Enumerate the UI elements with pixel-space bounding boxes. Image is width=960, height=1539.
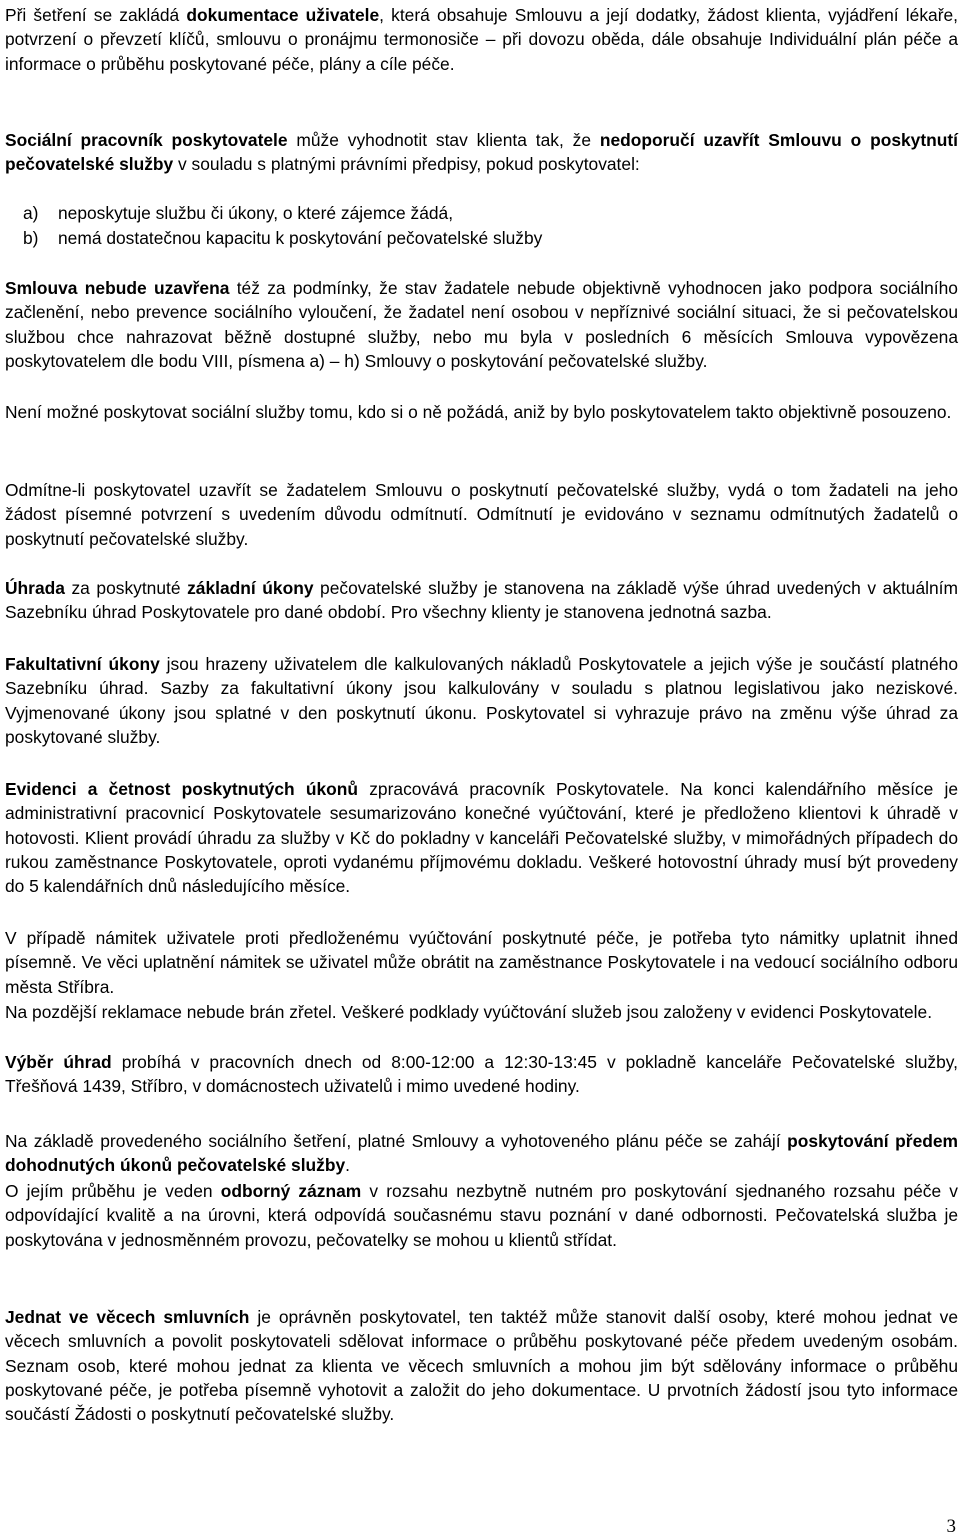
paragraph-late-claims: Na pozdější reklamace nebude brán zřetel. Veškeré podklady vyúčtování služeb jsou založeny v evidenci Poskytovatele. (5, 1002, 933, 1022)
paragraph-optional-services: Fakultativní úkony jsou hrazeny uživatelem dle kalkulovaných nákladů Poskytovatele a jejich výše je součástí platného Sazebníku úhrad. Sazby za fakultativní úkony jsou kalkulovány v souladu s platnou legislativou jako neziskové. Vyjmenované úkony jsou splatné v den poskytnutí úkonu. Poskytovatel si vyhrazuje právo na změnu výše úhrad za poskytované služby. (5, 654, 958, 748)
paragraph-refusal: Odmítne-li poskytovatel uzavřít se žadatelem Smlouvu o poskytnutí pečovatelské služby, vydá o tom žadateli na jeho žádost písemné potvrzení s uvedením důvodu odmítnutí. Odmítnutí je evidováno v seznamu odmítnutých žadatelů o poskytnutí pečovatelské služby. (5, 480, 958, 549)
paragraph-contractual-matters: Jednat ve věcech smluvních je oprávněn poskytovatel, ten taktéž může stanovit další osoby, které mohou jednat ve věcech smluvních a povolit poskytovateli sdělovat informace o průběhu poskytované péče předem uvedeným osobám. Seznam osob, které mohou jednat za klienta ve věcech smluvních a mohou jim být sdělovány informace o průběhu poskytované péče, je potřeba písemně vyhotovit a založit do jeho dokumentace. U prvotních žádostí jsou tyto informace součástí Žádosti o poskytnutí pečovatelské služby. (5, 1307, 958, 1425)
list-item-b: b) nemá dostatečnou kapacitu k poskytování pečovatelské služby (23, 228, 543, 248)
paragraph-payment-collection: Výběr úhrad probíhá v pracovních dnech od 8:00-12:00 a 12:30-13:45 v pokladně kanceláře Pečovatelské služby, Třešňová 1439, Stříbro, v domácnostech uživatelů i mimo uvedené hodiny. (5, 1052, 958, 1097)
paragraph-professional-record: O jejím průběhu je veden odborný záznam v rozsahu nezbytně nutném pro poskytování sjednaného rozsahu péče v odpovídající kvalitě a na úrovni, která odpovídá současnému stavu poznání v dané odbornosti. Pečovatelská služba je poskytována v jednosměnném provozu, pečovatelky se mohou u klientů střídat. (5, 1181, 958, 1250)
page-number: 3 (946, 1516, 956, 1537)
paragraph-objective-assessment: Není možné poskytovat sociální služby tomu, kdo si o ně požádá, aniž by bylo poskytovatelem takto objektivně posouzeno. (5, 402, 952, 422)
paragraph-service-start: Na základě provedeného sociálního šetření, platné Smlouvy a vyhotoveného plánu péče se zahájí poskytování předem dohodnutých úkonů pečovatelské služby. (5, 1131, 958, 1176)
paragraph-records-billing: Evidenci a četnost poskytnutých úkonů zpracovává pracovník Poskytovatele. Na konci kalendářního měsíce je administrativní pracovnicí Poskytovatele sesumarizováno konečné vyúčtování, které je předloženo klientovi k úhradě v hotovosti. Klient provádí úhradu za služby v Kč do pokladny v kanceláři Pečovatelské služby, v mimořádných případech do rukou zaměstnance Poskytovatele, oproti vydanému příjmovému dokladu. Veškeré hotovostní úhrady musí být provedeny do 5 kalendářních dnů následujícího měsíce. (5, 779, 958, 897)
paragraph-documentation: Při šetření se zakládá dokumentace uživatele, která obsahuje Smlouvu a její dodatky, žádost klienta, vyjádření lékaře, potvrzení o převzetí klíčů, smlouvu o pronájmu termonosiče – při dovozu oběda, dále obsahuje Individuální plán péče a informace o průběhu poskytované péče, plány a cíle péče. (5, 5, 958, 74)
list-item-a: a) neposkytuje službu či úkony, o které zájemce žádá, (23, 203, 454, 223)
document-page (5, 0, 959, 1539)
paragraph-contract-not-concluded: Smlouva nebude uzavřena též za podmínky, že stav žadatele nebude objektivně vyhodnocen jako podpora sociálního začlenění, nebo prevence sociálního vyloučení, že žadatel není osobou v nepříznivé sociální situaci, že si pečovatelskou službou chce nahrazovat běžně dostupné služby, nebo mu byla v posledních 6 měsících Smlouva vypovězena poskytovatelem dle bodu VIII, písmena a) – h) Smlouvy o poskytování pečovatelské služby. (5, 278, 958, 372)
paragraph-objections: V případě námitek uživatele proti předloženému vyúčtování poskytnuté péče, je potřeba tyto námitky uplatnit ihned písemně. Ve věci uplatnění námitek se uživatel může obrátit na zaměstnance Poskytovatele i na vedoucí sociálního odboru města Stříbra. (5, 928, 958, 997)
paragraph-payment-basic: Úhrada za poskytnuté základní úkony pečovatelské služby je stanovena na základě výše úhrad uvedených v aktuálním Sazebníku úhrad Poskytovatele pro dané období. Pro všechny klienty je stanovena jednotná sazba. (5, 578, 959, 623)
paragraph-social-worker: Sociální pracovník poskytovatele může vyhodnotit stav klienta tak, že nedoporučí uzavřít Smlouvu o poskytnutí pečovatelské služby v souladu s platnými právními předpisy, pokud poskytovatel: (5, 130, 958, 175)
